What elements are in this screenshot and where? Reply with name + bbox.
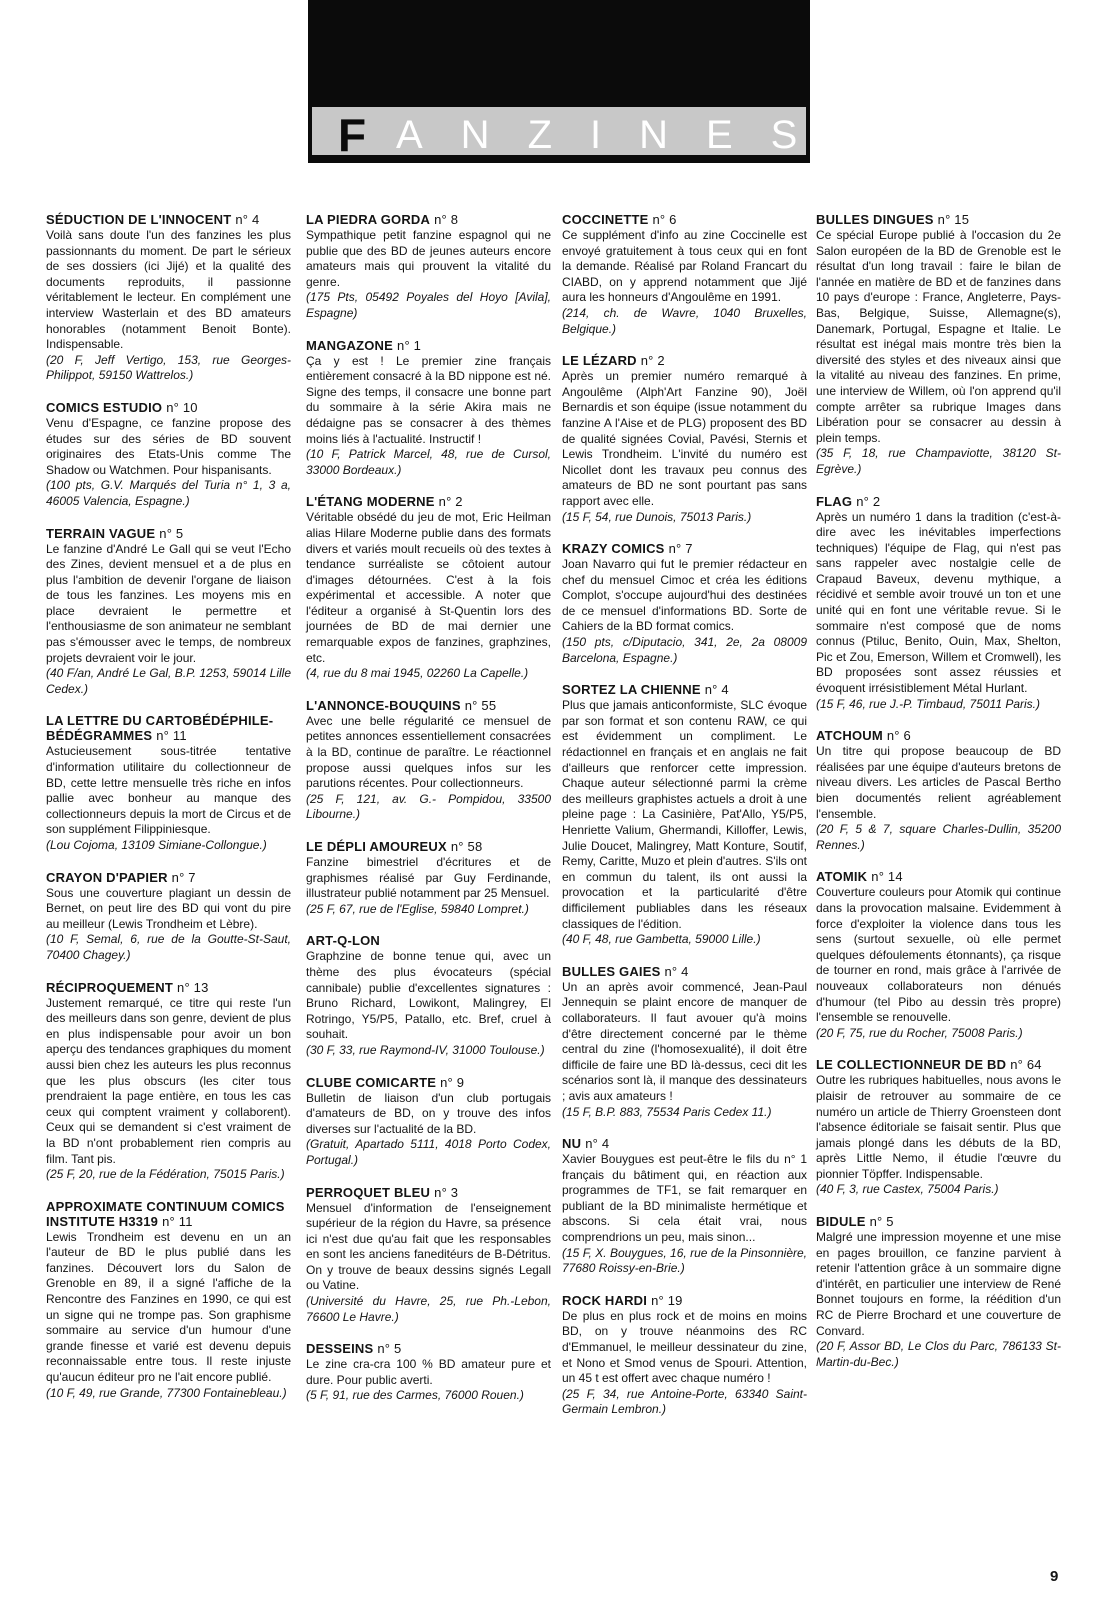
fanzine-entry — [306, 698, 551, 823]
fanzine-review: Ce supplément d'info au zine Coccinelle est envoyé gratuitement à tous ceux qui en font la demande. Réalisé par Roland Francart du CIABD, on y apprend notamment que Jijé aura les honneurs d'Angoulême en 1991. — [562, 228, 807, 305]
fanzine-title — [46, 980, 291, 995]
fanzine-entry — [562, 964, 807, 1120]
fanzine-name: RÉCIPROQUEMENT — [46, 979, 174, 995]
fanzine-entry — [816, 1057, 1061, 1198]
fanzine-review: Après un numéro 1 dans la tradition (c'est-à-dire avec les inévitables imperfections techniques) l'équipe de Flag, qui n'est pas sans rappeler avec nostalgie celle de Crapaud Baveux, devenu mythique, a récidivé et semble avoir trouvé un ton et une unité qui en font une véritable revue. Si le sommaire n'est composé que de noms connus (Ptiluc, Benito, Ouin, Max, Shelton, Pic et Zou, Emerson, Willem et Cromwell), les BD proposées sont assez réussies et évoquent irrésistiblement Métal Hurlant. — [816, 509, 1061, 696]
fanzine-review: Sous une couverture plagiant un dessin de Bernet, on peut lire des BD qui vont du pire au meilleur (Lewis Trondheim et Lèbre). — [46, 885, 291, 931]
fanzine-name: FLAG — [816, 493, 853, 509]
issue-number: n° 58 — [450, 839, 483, 854]
fanzine-address: (30 F, 33, rue Raymond-IV, 31000 Toulouse.) — [306, 1042, 545, 1057]
fanzine-name: DESSEINS — [306, 1341, 374, 1357]
fanzine-review: Avec une belle régularité ce mensuel de petites annonces essentiellement consacrées à la BD, continue de paraître. Le réactionnel propose aussi quelques infos sur les parutions récentes. Pour collectionneurs. — [306, 713, 551, 791]
fanzine-name: PERROQUET BLEU — [306, 1184, 431, 1200]
fanzine-entry — [562, 1293, 807, 1418]
issue-number: n° 13 — [177, 979, 209, 995]
fanzine-entry — [46, 526, 291, 698]
fanzine-name: TERRAIN VAGUE — [46, 525, 156, 541]
issue-number: n° 10 — [166, 399, 198, 415]
fanzine-entry — [306, 212, 551, 322]
fanzine-review: Plus que jamais anticonformiste, SLC évoque par son format et son contenu RAW, ce qui est évidemment un compliment. Le rédactionnel en français et en anglais ne fait d'ailleurs que renforcer cette impression. Chaque auteur sélectionné parmi la crème des meilleurs graphistes actuels a droit à une pleine page : La Casinière, Pat'Allo, Y5/P5, Henriette Valium, Ghermandi, Killoffer, Lewis, Julie Doucet, Malingrey, Matt Konture, Soutif, Remy, Caritte, Muzo et plein d'autres. S'ils ont en commun du talent, ils ont aussi la provocation et la particularité d'être difficilement publiables dans les réseaux classiques de l'édition. — [562, 698, 807, 931]
fanzine-review: Un an après avoir commencé, Jean-Paul Jennequin se plaint encore de manquer de collaborateurs. Il faut avouer qu'à moins d'être directement concerné par le thème central du zine (l'homosexualité), il doit être difficile de faire une BD là-dessus, ceci dit les scénarios sont là, il manque des dessinateurs ; avis aux amateurs ! — [562, 979, 807, 1103]
fanzine-entry — [306, 933, 551, 1058]
fanzine-entry — [562, 682, 807, 948]
fanzine-name: LA LETTRE DU CARTOBÉDÉPHILE-BÉDÉGRAMMES — [46, 713, 274, 744]
fanzine-name: CRAYON D'PAPIER — [46, 869, 168, 885]
fanzine-entry — [46, 980, 291, 1183]
fanzine-title — [306, 212, 551, 227]
fanzine-title — [306, 933, 551, 948]
fanzine-name: ROCK HARDI — [562, 1292, 648, 1308]
fanzine-name: APPROXIMATE CONTINUUM COMICS INSTITUTE H3319 — [46, 1198, 285, 1229]
fanzine-address: (Université du Havre, 25, rue Ph.-Lebon, 76600 Le Havre.) — [306, 1294, 551, 1324]
fanzine-address: (15 F, B.P. 883, 75534 Paris Cedex 11.) — [562, 1104, 772, 1119]
fanzine-entry — [306, 1341, 551, 1404]
fanzine-entry — [816, 1214, 1061, 1370]
fanzine-entry — [306, 494, 551, 682]
fanzine-review: Ça y est ! Le premier zine français entièrement consacré à la BD nippone est né. Signe des temps, il consacre une bonne part du sommaire à la série Akira mais ne dédaigne pas se consacrer à des thèmes moins liés à l'actualité. Instructif ! — [306, 353, 551, 446]
issue-number: n° 64 — [1010, 1057, 1042, 1073]
fanzine-name: LA PIEDRA GORDA — [306, 212, 431, 227]
fanzine-name: ATOMIK — [816, 869, 868, 885]
column-4 — [816, 212, 1061, 1386]
fanzine-review: Véritable obsédé du jeu de mot, Eric Heilman alias Hilare Moderne publie dans des formats divers et variés moult recueils où des textes à tendance surréaliste se côtoient autour d'images détournées. C'est à la fois expérimental et accessible. A noter que l'éditeur a organisé à St-Quentin lors des journées de BD de mai dernier une remarquable expos de fanzines, graphzines, etc. — [306, 510, 551, 665]
fanzine-name: SÉDUCTION DE L'INNOCENT — [46, 212, 232, 227]
fanzine-review: Fanzine bimestriel d'écritures et de graphismes réalisé par Guy Ferdinande, illustrateur publié notamment par 25 Mensuel. — [306, 855, 551, 901]
issue-number: n° 8 — [434, 212, 459, 227]
fanzine-name: ATCHOUM — [816, 728, 883, 744]
fanzine-address: (10 F, Patrick Marcel, 48, rue de Cursol, 33000 Bordeaux.) — [306, 447, 551, 477]
issue-number: n° 9 — [440, 1074, 465, 1090]
fanzine-review: Voilà sans doute l'un des fanzines les plus passionnants du moment. De part le sérieux de ses dossiers (ici Jijé) et la qualité des documents reproduits, il passionne véritablement le lecteur. En complément une interview Wasterlain et des BD amateurs honorables (notamment Benoit Bonte). Indispensable. — [46, 228, 291, 352]
column-3 — [562, 212, 807, 1434]
fanzine-name: COMICS ESTUDIO — [46, 399, 163, 415]
banner-title-rest: ANZINES — [396, 113, 836, 157]
fanzine-title — [46, 713, 291, 743]
issue-number: n° 11 — [162, 1213, 193, 1229]
fanzine-review: Après un premier numéro remarqué à Angoulême (Alph'Art Fanzine 90), Joël Bernardis et son équipe (issue notamment du fanzine A l'Aise et de PLG) proposent des BD de qualité signées Covial, Pavési, Sternis et Lewis Trondheim. L'invité du numéro est Nicollet dont les travaux peu connus des amateurs de BD ne sont pourtant pas sans rapport avec elle. — [562, 369, 807, 508]
issue-number: n° 6 — [886, 728, 911, 744]
fanzine-review: De plus en plus rock et de moins en moins BD, on y trouve néanmoins des RC d'Emmanuel, le meilleur dessinateur du zine, et Nono et Smod venus de Spouri. Attention, un 45 t est offert avec chaque numéro ! — [562, 1308, 807, 1386]
fanzine-review: Mensuel d'information de l'enseignement supérieur de la région du Havre, sa présence ici n'est due qu'au fait que les responsables en sont les anciens faneditéurs de B-Détritus. On y trouve de beaux dessins signés Legall ou Vatine. — [306, 1200, 551, 1293]
fanzine-title — [562, 1293, 807, 1308]
fanzine-title — [816, 1057, 1061, 1072]
fanzine-entry — [816, 869, 1061, 1041]
issue-number: n° 2 — [640, 353, 665, 369]
fanzine-title — [816, 494, 1061, 509]
fanzine-title — [562, 353, 807, 368]
issue-number: n° 3 — [434, 1184, 459, 1200]
fanzine-address: (20 F, 5 & 7, square Charles-Dullin, 35200 Rennes.) — [816, 822, 1061, 852]
fanzine-name: L'ANNONCE-BOUQUINS — [306, 697, 461, 713]
fanzine-name: SORTEZ LA CHIENNE — [562, 682, 701, 698]
fanzine-title — [816, 869, 1061, 884]
fanzine-title — [306, 839, 551, 854]
issue-number: n° 1 — [397, 337, 422, 353]
fanzine-address: (10 F, 49, rue Grande, 77300 Fontainebleau.) — [46, 1385, 287, 1400]
fanzine-name: CLUBE COMICARTE — [306, 1074, 437, 1090]
fanzine-entry — [816, 494, 1061, 713]
fanzine-review: Le zine cra-cra 100 % BD amateur pure et dure. Pour public averti. — [306, 1357, 551, 1387]
fanzine-title — [562, 1136, 807, 1151]
fanzine-review: Malgré une impression moyenne et une mise en pages brouillon, ce fanzine parvient à retenir l'attention grâce à un sommaire digne d'intérêt, en particulier une interview de René Bonnet toujours en forme, la réédition d'un RC de Pierre Brochard et une couverture de Convard. — [816, 1230, 1061, 1338]
issue-number: n° 7 — [171, 869, 196, 885]
fanzine-address: (20 F, Jeff Vertigo, 153, rue Georges-Philippot, 59150 Wattrelos.) — [46, 352, 291, 383]
fanzine-review: Sympathique petit fanzine espagnol qui ne publie que des BD de jeunes auteurs encore amateurs mais qui prouvent la vitalité du genre. — [306, 228, 551, 289]
fanzine-title — [46, 1199, 291, 1229]
fanzine-address: (15 F, 54, rue Dunois, 75013 Paris.) — [562, 509, 752, 524]
fanzine-review: Outre les rubriques habituelles, nous avons le plaisir de retrouver au sommaire de ce numéro un article de Thierry Groensteen dont l'absence éditoriale se faisait sentir. Plus que jamais plongé dans les débuts de la BD, après Little Nemo, il étudie l'œuvre du pionnier Töpffer. Indispensable. — [816, 1073, 1061, 1181]
fanzine-review: Graphzine de bonne tenue qui, avec un thème des plus évocateurs (spécial cannibale) publie d'excellentes signatures : Bruno Richard, Lowikont, Malingrey, El Rotringo, Y5/P5, Patallo, etc. Bref, cruel à souhait. — [306, 949, 551, 1042]
fanzine-address: (20 F, 75, rue du Rocher, 75008 Paris.) — [816, 1025, 1023, 1040]
fanzine-name: MANGAZONE — [306, 337, 394, 353]
fanzine-review: Astucieusement sous-titrée tentative d'information utilitaire du collectionneur de BD, cette lettre mensuelle très riche en infos pallie avec bonheur au manque des collectionneurs depuis la mort de Circus et de son supplément Filippiniesque. — [46, 744, 291, 837]
fanzine-address: (175 Pts, 05492 Poyales del Hoyo [Avila], Espagne) — [306, 290, 551, 320]
fanzine-title — [562, 964, 807, 979]
issue-number: n° 15 — [937, 212, 970, 227]
fanzine-review: Lewis Trondheim est devenu en un an l'auteur de BD le plus publié dans les fanzines. Découvert lors du Salon de Grenoble en 89, il a signé l'affiche de la Rencontre des Fanzines en 1990, ce qui est un signe qui ne trompe pas. Son graphisme sommaire au service d'un humour d'une grande finesse et varié est devenu depuis reconnaissable entre tous. Il reste injuste qu'aucun éditeur pro ne l'ait encore publié. — [46, 1229, 291, 1385]
fanzine-name: BIDULE — [816, 1214, 866, 1230]
fanzine-address: (25 F, 67, rue de l'Eglise, 59840 Lompret.) — [306, 901, 529, 916]
column-1 — [46, 212, 291, 1417]
issue-number: n° 11 — [156, 728, 187, 744]
page-number: 9 — [1050, 1568, 1059, 1585]
fanzine-review: Venu d'Espagne, ce fanzine propose des études sur des séries de BD souvent originaires des Etats-Unis comme The Shadow ou Watchmen. Pour hispanisants. — [46, 415, 291, 477]
fanzine-review: Un titre qui propose beaucoup de BD réalisées par une équipe d'auteurs bretons de niveau divers. Les articles de Pascal Bertho bien documentés relient agréablement l'ensemble. — [816, 744, 1061, 821]
fanzine-entry — [306, 1185, 551, 1326]
issue-number: n° 4 — [704, 682, 729, 698]
fanzine-address: (40 F/an, André Le Gal, B.P. 1253, 59014 Lille Cedex.) — [46, 666, 291, 696]
fanzine-address: (25 F, 34, rue Antoine-Porte, 63340 Saint-Germain Lembron.) — [562, 1386, 807, 1417]
issue-number: n° 4 — [585, 1136, 610, 1152]
fanzine-entry — [306, 1075, 551, 1169]
fanzine-address: (5 F, 91, rue des Carmes, 76000 Rouen.) — [306, 1388, 524, 1403]
fanzine-address: (15 F, 46, rue J.-P. Timbaud, 75011 Paris.) — [816, 696, 1041, 711]
fanzine-address: (100 pts, G.V. Marqués del Turia n° 1, 3 a, 46005 Valencia, Espagne.) — [46, 478, 291, 508]
issue-number: n° 5 — [869, 1214, 894, 1230]
fanzine-address: (25 F, 121, av. G.- Pompidou, 33500 Libourne.) — [306, 791, 551, 822]
fanzine-title — [816, 1214, 1061, 1229]
issue-number: n° 5 — [159, 525, 184, 541]
fanzine-address: (10 F, Semal, 6, rue de la Goutte-St-Saut, 70400 Chagey.) — [46, 932, 291, 962]
fanzine-title — [46, 870, 291, 885]
fanzine-entry — [46, 400, 291, 510]
fanzine-entry — [46, 713, 291, 853]
fanzine-review: Bulletin de liaison d'un club portugais d'amateurs de BD, on y trouve des infos diverses sur l'actualité de la BD. — [306, 1090, 551, 1136]
fanzine-name: LE LÉZARD — [562, 353, 637, 369]
fanzine-address: (40 F, 3, rue Castex, 75004 Paris.) — [816, 1182, 999, 1197]
fanzine-review: Joan Navarro qui fut le premier rédacteur en chef du mensuel Cimoc et créa les éditions Complot, s'occupe aujourd'hui des destinées de ce mensuel d'informations BD. Sorte de Cahiers de la BD format comics. — [562, 557, 807, 634]
issue-number: n° 19 — [651, 1292, 683, 1308]
fanzine-title — [306, 1185, 551, 1200]
fanzine-name: COCCINETTE — [562, 212, 649, 227]
fanzine-title — [46, 400, 291, 415]
fanzine-title — [306, 338, 551, 353]
fanzine-review: Justement remarqué, ce titre qui reste l'un des meilleurs dans son genre, devient de plus en plus indispensable pour avoir un bon aperçu des tendances graphiques du moment aussi bien chez les auteurs les plus reconnus que les plus obscurs (les citer tous prendraient la page entière, en tous les cas ceux qui comptent vraiment y collaborent). Ceux qui se demandent si c'est vraiment de la BD n'ont probablement rien compris au film. Tant pis. — [46, 995, 291, 1166]
fanzine-entry — [562, 541, 807, 666]
fanzine-entry — [816, 212, 1061, 478]
fanzine-address: (35 F, 18, rue Champaviotte, 38120 St-Egrève.) — [816, 446, 1061, 476]
fanzine-title — [816, 728, 1061, 743]
issue-number: n° 14 — [871, 869, 903, 885]
fanzine-name: L'ÉTANG MODERNE — [306, 494, 435, 510]
fanzine-address: (Lou Cojoma, 13109 Simiane-Collongue.) — [46, 838, 267, 852]
fanzine-review: Ce spécial Europe publié à l'occasion du 2e Salon européen de la BD de Grenoble est le résultat d'un long travail : faire le bilan de l'année en matière de BD et de fanzines dans 10 pays d'europe : France, Angleterre, Pays-Bas, Belgique, Suisse, Allemagne(s), Danemark, Portugal, Espagne et Italie. Le résultat est inégal mais montre très bien la diversité des styles et des niveaux ainsi que la vitalité au niveau des fanzines. En prime, une interview de Willem, où l'on apprend qu'il compte arrêter sa rubrique Images dans Libération pour se consacrer au dessin à plein temps. — [816, 228, 1061, 445]
issue-number: n° 55 — [464, 697, 497, 713]
issue-number: n° 4 — [664, 963, 689, 979]
fanzine-address: (20 F, Assor BD, Le Clos du Parc, 786133 St-Martin-du-Bec.) — [816, 1339, 1061, 1369]
fanzine-title — [306, 1075, 551, 1090]
fanzine-title — [46, 212, 291, 227]
fanzine-review: Couverture couleurs pour Atomik qui continue dans la provocation malsaine. Evidemment à force d'exploiter la violence dans tous les sens (surtout sexuelle, où elle permet quelques défoulements étonnants), ça risque de tourner en rond, mais grâce à l'arrivée de nouveaux collaborateurs non dénués d'humour (tel Pibo au dessin très propre) l'ensemble se renouvelle. — [816, 885, 1061, 1025]
fanzine-title — [562, 682, 807, 697]
fanzine-name: ART-Q-LON — [306, 933, 381, 949]
issue-number: n° 2 — [856, 493, 881, 509]
column-2 — [306, 212, 551, 1420]
fanzine-name: LE DÉPLI AMOUREUX — [306, 839, 447, 854]
fanzine-address: (214, ch. de Wavre, 1040 Bruxelles, Belgique.) — [562, 305, 807, 336]
fanzine-entry — [562, 212, 807, 337]
fanzine-entry — [306, 338, 551, 479]
fanzine-name: KRAZY COMICS — [562, 541, 665, 557]
fanzine-address: (15 F, X. Bouygues, 16, rue de la Pinsonnière, 77680 Roissy-en-Brie.) — [562, 1245, 807, 1276]
fanzine-name: LE COLLECTIONNEUR DE BD — [816, 1057, 1007, 1073]
fanzine-entry — [46, 212, 291, 384]
fanzine-entry — [46, 870, 291, 964]
fanzine-entry — [562, 1136, 807, 1277]
fanzine-entry — [46, 1199, 291, 1402]
fanzine-review: Le fanzine d'André Le Gall qui se veut l'Echo des Zines, devient mensuel et a de plus en plus l'ambition de devenir l'organe de liaison de tous les fanzines. Les moyens mis en place devraient le permettre et l'enthousiasme de son animateur ne semblant pas s'émousser avec le temps, de nombreux projets devraient voir le jour. — [46, 541, 291, 665]
fanzine-title — [306, 494, 551, 509]
fanzine-name: NU — [562, 1136, 582, 1152]
fanzine-title — [46, 526, 291, 541]
issue-number: n° 6 — [652, 212, 677, 227]
fanzine-entry — [562, 353, 807, 525]
fanzine-title — [562, 212, 807, 227]
fanzine-title — [816, 212, 1061, 227]
fanzine-title — [306, 698, 551, 713]
fanzine-address: (150 pts, c/Diputacio, 341, 2e, 2a 08009 Barcelona, Espagne.) — [562, 635, 807, 665]
issue-number: n° 5 — [377, 1341, 402, 1357]
fanzine-address: (4, rue du 8 mai 1945, 02260 La Capelle.) — [306, 666, 529, 681]
issue-number: n° 7 — [668, 541, 693, 557]
fanzine-review: Xavier Bouygues est peut-être le fils du n° 1 français du bâtiment qui, en réaction aux programmes de TF1, se fait remarquer en publiant de la BD minimaliste hermétique et abscons. Si cela était vrai, nous comprendrions un peu, mais sinon... — [562, 1152, 807, 1245]
fanzine-name: BULLES GAIES — [562, 963, 661, 979]
fanzine-entry — [816, 728, 1061, 853]
fanzine-title — [306, 1341, 551, 1356]
fanzine-address: (25 F, 20, rue de la Fédération, 75015 Paris.) — [46, 1167, 285, 1182]
issue-number: n° 4 — [235, 212, 260, 227]
header-banner — [308, 0, 836, 163]
fanzine-name: BULLES DINGUES — [816, 212, 934, 227]
fanzine-title — [562, 541, 807, 556]
fanzine-address: (Gratuit, Apartado 5111, 4018 Porto Codex, Portugal.) — [306, 1137, 551, 1167]
issue-number: n° 2 — [438, 494, 463, 510]
banner-first-letter: F — [338, 109, 369, 161]
fanzine-entry — [306, 839, 551, 917]
fanzine-address: (40 F, 48, rue Gambetta, 59000 Lille.) — [562, 932, 761, 947]
